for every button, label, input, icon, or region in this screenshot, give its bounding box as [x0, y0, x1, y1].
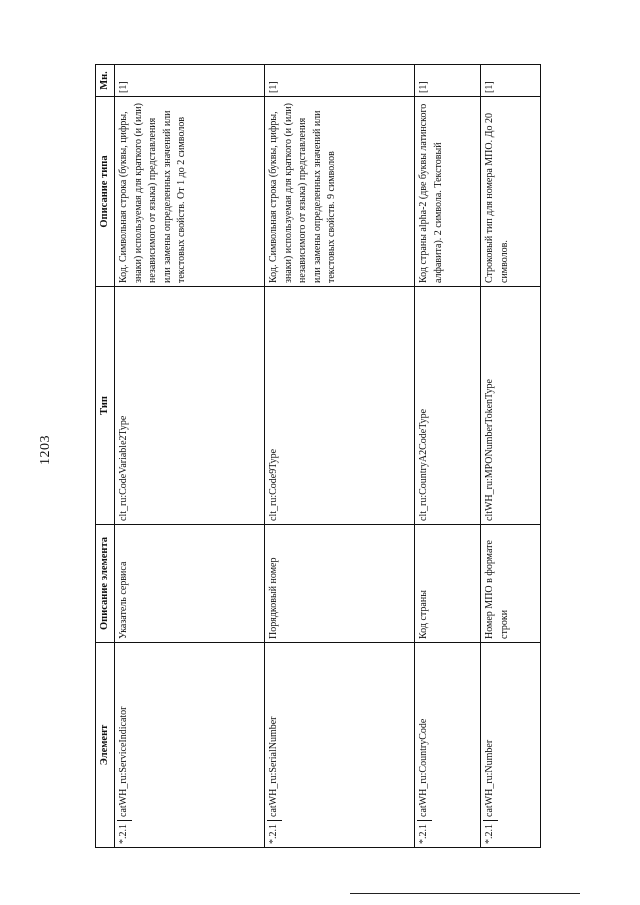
- element-description-cell: Порядковый номер: [265, 525, 415, 643]
- element-name: catWH_ru:Number: [484, 739, 495, 817]
- element-name: catWH_ru:ServiceIndicator: [118, 706, 129, 817]
- header-element-description: Описание элемента: [96, 525, 115, 643]
- page-number: 1203: [38, 435, 53, 465]
- element-spec-table: [95, 64, 541, 848]
- rotated-page-content: [95, 65, 537, 848]
- table-row: [265, 65, 415, 848]
- scan-edge-line: [350, 893, 580, 894]
- type-cell: clt_ru:CountryA2CodeType: [415, 287, 481, 525]
- table-header-row: [96, 65, 115, 848]
- multiplicity-cell: [1]: [481, 65, 541, 97]
- element-number: *.2.1: [417, 820, 432, 844]
- element-number: *.2.1: [117, 820, 132, 844]
- element-number: *.2.1: [267, 820, 282, 844]
- header-multiplicity: Мн.: [96, 65, 115, 97]
- multiplicity-cell: [1]: [415, 65, 481, 97]
- element-name: catWH_ru:CountryCode: [418, 718, 429, 817]
- type-cell: clt_ru:CodeVariable2Type: [115, 287, 265, 525]
- type-description-cell: Строковый тип для номера МПО. До 20 символов.: [481, 97, 541, 287]
- type-description-cell: Код страны alpha-2 (две буквы латинского алфавита). 2 символа. Текстовый: [415, 97, 481, 287]
- element-cell: [415, 643, 481, 848]
- table-row: [415, 65, 481, 848]
- table-row: [115, 65, 265, 848]
- element-cell: [481, 643, 541, 848]
- type-cell: clt_ru:Code9Type: [265, 287, 415, 525]
- multiplicity-cell: [1]: [265, 65, 415, 97]
- element-description-cell: Указатель сервиса: [115, 525, 265, 643]
- multiplicity-cell: [1]: [115, 65, 265, 97]
- header-type-description: Описание типа: [96, 97, 115, 287]
- type-cell: cltWH_ru:MPONumberTokenType: [481, 287, 541, 525]
- element-description-cell: Код страны: [415, 525, 481, 643]
- element-number: *.2.1: [483, 820, 498, 844]
- type-description-cell: Код. Символьная строка (буквы, цифры, знаки) используемая для краткого (и (или) независимого от языка) представления или замены определенных значений или текстовых свойств. От 1 до 2 символов: [115, 97, 265, 287]
- element-cell: [115, 643, 265, 848]
- table-row: [481, 65, 541, 848]
- element-name: catWH_ru:SerialNumber: [268, 716, 279, 817]
- element-description-cell: Номер МПО в формате строки: [481, 525, 541, 643]
- type-description-cell: Код. Символьная строка (буквы, цифры, знаки) используемая для краткого (и (или) независимого от языка) представления или замены определенных значений или текстовых свойств. 9 символов: [265, 97, 415, 287]
- element-cell: [265, 643, 415, 848]
- header-type: Тип: [96, 287, 115, 525]
- header-element: Элемент: [96, 643, 115, 848]
